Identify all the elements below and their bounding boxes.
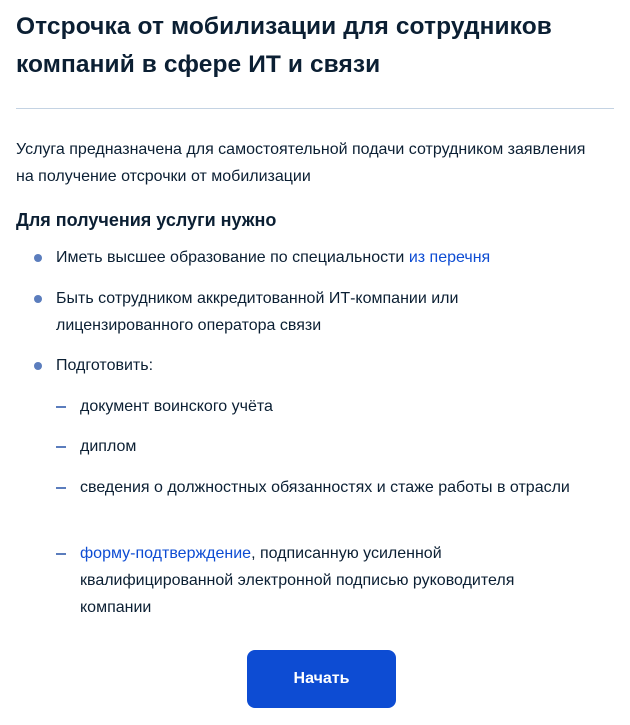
service-description: Услуга предназначена для самостоятельной подачи сотрудником заявления на получение отсрочки от мобилизации <box>16 141 586 185</box>
requirements-heading: Для получения услуги нужно <box>16 210 277 230</box>
document-military-id: документ воинского учёта <box>80 398 273 415</box>
confirmation-form-link[interactable]: форму-подтверждение <box>80 545 252 562</box>
bullet-icon <box>34 295 42 303</box>
requirement-education <box>56 244 576 271</box>
bullet-icon <box>34 362 42 370</box>
document-diploma: диплом <box>80 438 137 455</box>
start-button[interactable]: Начать <box>247 650 396 708</box>
title-divider <box>16 108 614 109</box>
bullet-icon <box>34 254 42 262</box>
requirement-prepare: Подготовить: <box>56 357 154 374</box>
dash-icon <box>56 487 66 489</box>
page-title: Отсрочка от мобилизации для сотрудников компаний в сфере ИТ и связи <box>16 13 552 78</box>
dash-icon <box>56 406 66 408</box>
document-text: , подписанную усиленной квалифицированной электронной подписью руководителя компании <box>80 545 515 616</box>
requirement-text: Иметь высшее образование по специальности <box>56 249 409 266</box>
document-job-info: сведения о должностных обязанностях и стаже работы в отрасли <box>80 479 570 496</box>
specialty-list-link[interactable]: из перечня <box>408 249 491 266</box>
requirement-employment: Быть сотрудником аккредитованной ИТ-компании или лицензированного оператора связи <box>56 290 459 334</box>
dash-icon <box>56 446 66 448</box>
document-confirmation-form <box>80 540 580 621</box>
dash-icon <box>56 553 66 555</box>
